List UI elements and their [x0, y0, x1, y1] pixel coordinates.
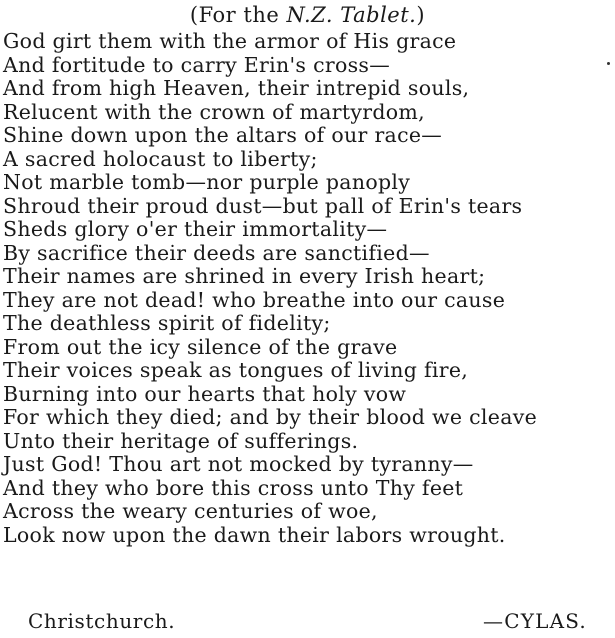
- poem-line: From out the icy silence of the grave: [3, 334, 398, 359]
- author-signature: —CYLAS.: [483, 609, 587, 633]
- poem-line: Their names are shrined in every Irish heart;: [3, 264, 486, 288]
- poem-line: And fortitude to carry Erin's cross—: [3, 52, 391, 77]
- place-name: Christchurch.: [28, 609, 176, 633]
- poem-line: By sacrifice their deeds are sanctified—: [3, 240, 430, 265]
- poem-line: Just God! Thou art not mocked by tyranny—: [3, 452, 474, 476]
- poem-footer: [0, 608, 615, 634]
- poem-line: The deathless spirit of fidelity;: [3, 311, 331, 335]
- poem-line: They are not dead! who breathe into our cause: [3, 287, 506, 312]
- poem-line: And from high Heaven, their intrepid souls,: [3, 76, 470, 100]
- poem-line: For which they died; and by their blood we cleave: [3, 405, 538, 429]
- poem-line: Across the weary centuries of woe,: [3, 499, 378, 523]
- header-open: (For the: [189, 3, 287, 27]
- poem-line: Shine down upon the altars of our race—: [3, 123, 443, 147]
- header-close: ): [416, 3, 426, 27]
- poem-line: Not marble tomb—nor purple panoply: [3, 170, 411, 194]
- poem-line: Sheds glory o'er their immortality—: [3, 217, 388, 241]
- poem-line: Look now upon the dawn their labors wrought.: [3, 522, 506, 547]
- poem-line: Their voices speak as tongues of living fire,: [3, 358, 469, 382]
- poem-line: And they who bore this cross unto Thy feet: [3, 475, 464, 500]
- poem-line: Relucent with the crown of martyrdom,: [3, 99, 425, 124]
- poem-line: Burning into our hearts that holy vow: [3, 381, 407, 406]
- poem-line: God girt them with the armor of His grace: [3, 29, 457, 53]
- poem-line: Shroud their proud dust—but pall of Erin's tears: [3, 193, 523, 218]
- paper-name: N.Z. Tablet.: [286, 3, 417, 27]
- poem-body: [3, 30, 615, 547]
- poem-line: Unto their heritage of sufferings.: [3, 428, 359, 453]
- publication-header: [0, 2, 615, 28]
- poem-line: A sacred holocaust to liberty;: [3, 146, 318, 171]
